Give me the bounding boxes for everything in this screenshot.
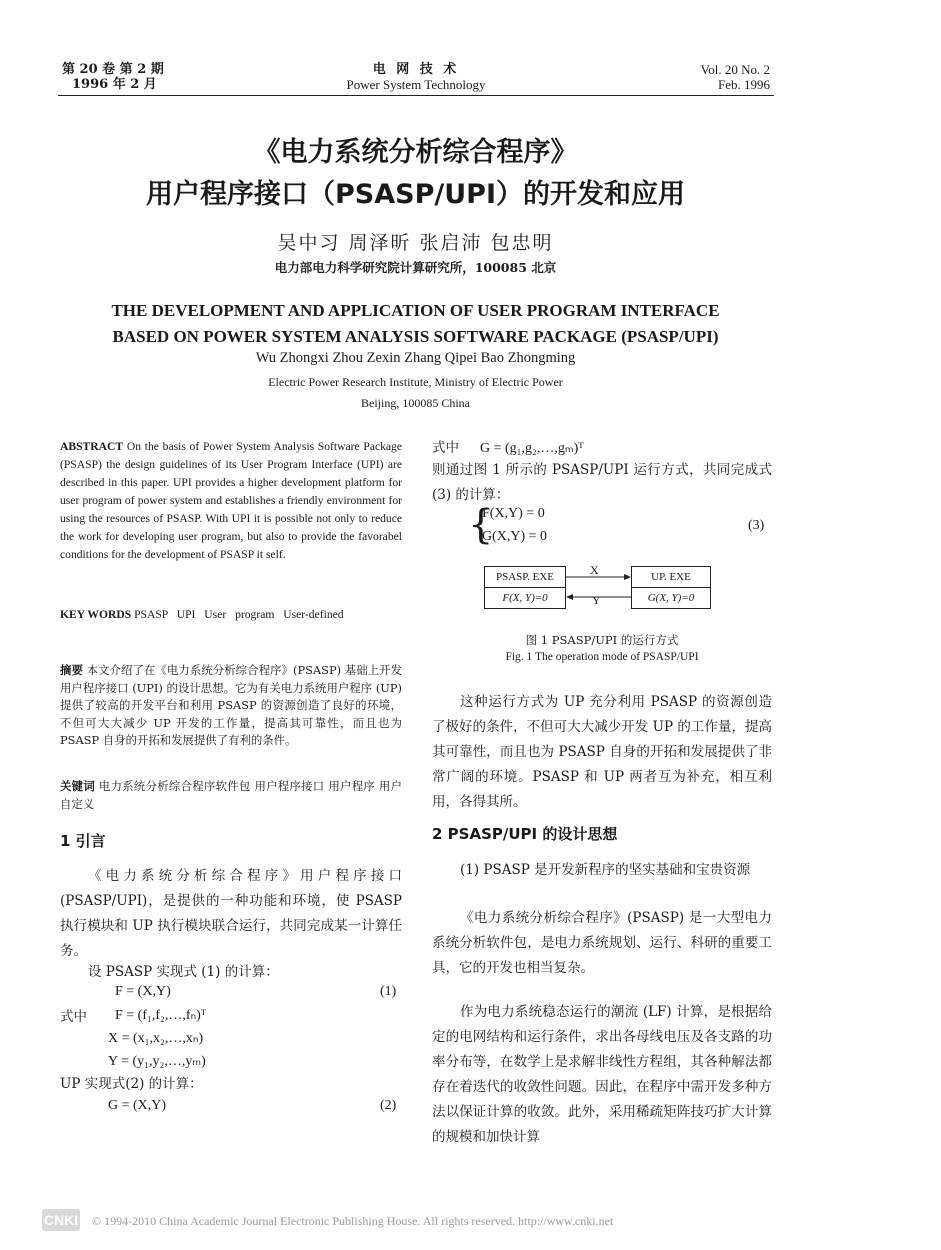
figure-caption-en: Fig. 1 The operation mode of PSASP/UPI: [505, 651, 699, 663]
figure-discussion: 这种运行方式为 UP 充分利用 PSASP 的资源创造了极好的条件，不但可大大减少开发 UP 的工作量，提高其可靠性，而且也为 PSASP 自身的开拓和发展提供了非常广阔的环境。PSASP 和 UP 两者互为补充，相互利用，各得其所。: [432, 694, 772, 810]
abstract-cn-label: 摘要: [60, 663, 83, 677]
keywords-cn-text: 电力系统分析综合程序软件包 用户程序接口 用户程序 用户自定义: [60, 779, 402, 811]
header-rule: [58, 95, 774, 96]
journal-date-en: Feb. 1996: [718, 77, 770, 92]
equation-1-number: (1): [380, 984, 397, 999]
abstract-en-label: ABSTRACT: [60, 440, 124, 453]
psasp-description: 《电力系统分析综合程序》(PSASP) 是一大型电力系统分析软件包，是电力系统规划、运行、科研的重要工具，它的开发也相当复杂。: [432, 910, 772, 976]
abstract-cn-text: 本文介绍了在《电力系统分析综合程序》(PSASP) 基础上开发用户程序接口 (UPI) 的设计思想。它为有关电力系统用户程序 (UP) 提供了较高的开发平台和利用 PSASP 的资源创造了良好的环境，不但可大大减少 UP 开发的工作量，提高其可靠性，而且也为 PSASP 自身的开拓和发展提供了有利的条件。: [60, 663, 402, 747]
authors-en: Wu Zhongxi Zhou Zexin Zhang Qipei Bao Zhongming: [255, 350, 576, 366]
paper-title-en-line1: THE DEVELOPMENT AND APPLICATION OF USER PROGRAM INTERFACE: [111, 301, 720, 320]
psasp-exe-box: [484, 566, 566, 609]
up-equation: G(X, Y)=0: [632, 587, 710, 608]
paper-title-line2: 用户程序接口（PSASP/UPI）的开发和应用: [146, 179, 685, 210]
affiliation-en-line1: Electric Power Research Institute, Ministry of Electric Power: [268, 375, 563, 389]
journal-volume-en: Vol. 20 No. 2: [700, 62, 770, 77]
journal-date-cn: 1996 年 2 月: [72, 77, 157, 92]
abstract-cn: [60, 662, 402, 750]
arrow-y-head: [566, 594, 573, 600]
where-label-right: 式中: [432, 440, 459, 456]
arrow-x-label: X: [590, 563, 599, 577]
journal-name-en: Power System Technology: [346, 77, 486, 92]
keywords-en: [60, 606, 402, 624]
section-1-heading: 1 引言: [60, 832, 106, 850]
figure-caption-cn: 图 1 PSASP/UPI 的运行方式: [525, 633, 679, 647]
figure-intro: 则通过图 1 所示的 PSASP/UPI 运行方式，共同完成式(3) 的计算：: [432, 462, 772, 503]
up-exe-box: [631, 566, 711, 609]
journal-name: [316, 62, 516, 92]
journal-volume-cn: 第 20 卷 第 2 期: [62, 62, 164, 77]
keywords-cn: [60, 778, 402, 813]
abstract-en-text: On the basis of Power System Analysis Software Package (PSASP) the design guidelines of its User Program Interface (UPI) are described in this paper. UPI provides a higher development platform for user program of power system and establishes a friendly environment for using the resources of PSASP. With UPI it is possible not only to reduce the work for developing user program, but also to provide the favorabel conditions for the development of PSASP it self.: [60, 440, 403, 561]
definition-G: G = (g₁,g₂,…,gₘ)ᵀ: [480, 441, 584, 456]
up-exe-label: UP. EXE: [651, 571, 691, 583]
cnki-logo: CNKI: [42, 1209, 80, 1231]
definition-F: F = (f₁,f₂,…,fₙ)ᵀ: [115, 1008, 206, 1023]
affiliation-en: [0, 372, 831, 414]
paper-title-line1: 《电力系统分析综合程序》: [253, 137, 578, 168]
equation-2: G = (X,Y): [108, 1098, 167, 1113]
equation-3-number: (3): [748, 518, 765, 533]
journal-issue-en: [640, 62, 770, 92]
definition-Y: Y = (y₁,y₂,…,yₘ): [108, 1054, 206, 1069]
section-1-para: 《电力系统分析综合程序》用户程序接口 (PSASP/UPI)，是提供的一种功能和环境，使 PSASP 执行模块和 UP 执行模块联合运行，共同完成某一计算任务。: [60, 868, 402, 959]
arrow-x-head: [624, 574, 631, 580]
affiliation-cn: 电力部电力科学研究院计算研究所，100085 北京: [274, 260, 557, 275]
paper-title-cn: [0, 134, 831, 214]
equation-3-line1: F(X,Y) = 0: [482, 506, 545, 521]
equation-3-line2: G(X,Y) = 0: [482, 529, 548, 544]
psasp-equation: F(X, Y)=0: [485, 587, 565, 608]
subsection-1-heading: (1) PSASP 是开发新程序的坚实基础和宝贵资源: [460, 862, 751, 878]
keywords-cn-label: 关键词: [60, 779, 95, 793]
copyright-footer: © 1994-2010 China Academic Journal Electronic Publishing House. All rights reserved. http://www.cnki.net: [92, 1214, 614, 1228]
equation-3-brace: {: [468, 502, 494, 548]
keywords-en-label: KEY WORDS: [60, 608, 132, 621]
arrow-y-label: Y: [592, 593, 601, 607]
psasp-exe-label: PSASP. EXE: [495, 571, 555, 583]
affiliation-en-line2: Beijing, 100085 China: [361, 396, 470, 410]
journal-issue: [62, 62, 164, 92]
equation-2-number: (2): [380, 1098, 397, 1113]
journal-name-cn: 电 网 技 术: [372, 62, 460, 77]
paper-title-en: [0, 298, 831, 350]
where-label-left: 式中: [60, 1009, 87, 1025]
load-flow-description: 作为电力系统稳态运行的潮流 (LF) 计算，是根据给定的电网结构和运行条件，求出各母线电压及各支路的功率分布等，在数学上是求解非线性方程组，其各种解法都存在着迭代的收敛性问题。因此，在程序中需开发多种方法以保证计算的收敛。此外，采用稀疏矩阵技巧扩大计算的规模和加快计算: [432, 1004, 772, 1145]
abstract-en: [60, 438, 402, 564]
paper-title-en-line2: BASED ON POWER SYSTEM ANALYSIS SOFTWARE PACKAGE (PSASP/UPI): [112, 327, 719, 346]
section-2-heading: 2 PSASP/UPI 的设计思想: [432, 825, 618, 843]
keywords-en-text: PSASP UPI User program User-defined: [134, 608, 344, 621]
equation-1: F = (X,Y): [115, 984, 171, 999]
eq2-intro: UP 实现式(2) 的计算：: [60, 1076, 203, 1092]
definition-X: X = (x₁,x₂,…,xₙ): [108, 1031, 204, 1046]
authors-cn: 吴中习 周泽昕 张启沛 包忠明: [277, 232, 554, 254]
eq1-intro: 设 PSASP 实现式 (1) 的计算：: [88, 964, 279, 980]
